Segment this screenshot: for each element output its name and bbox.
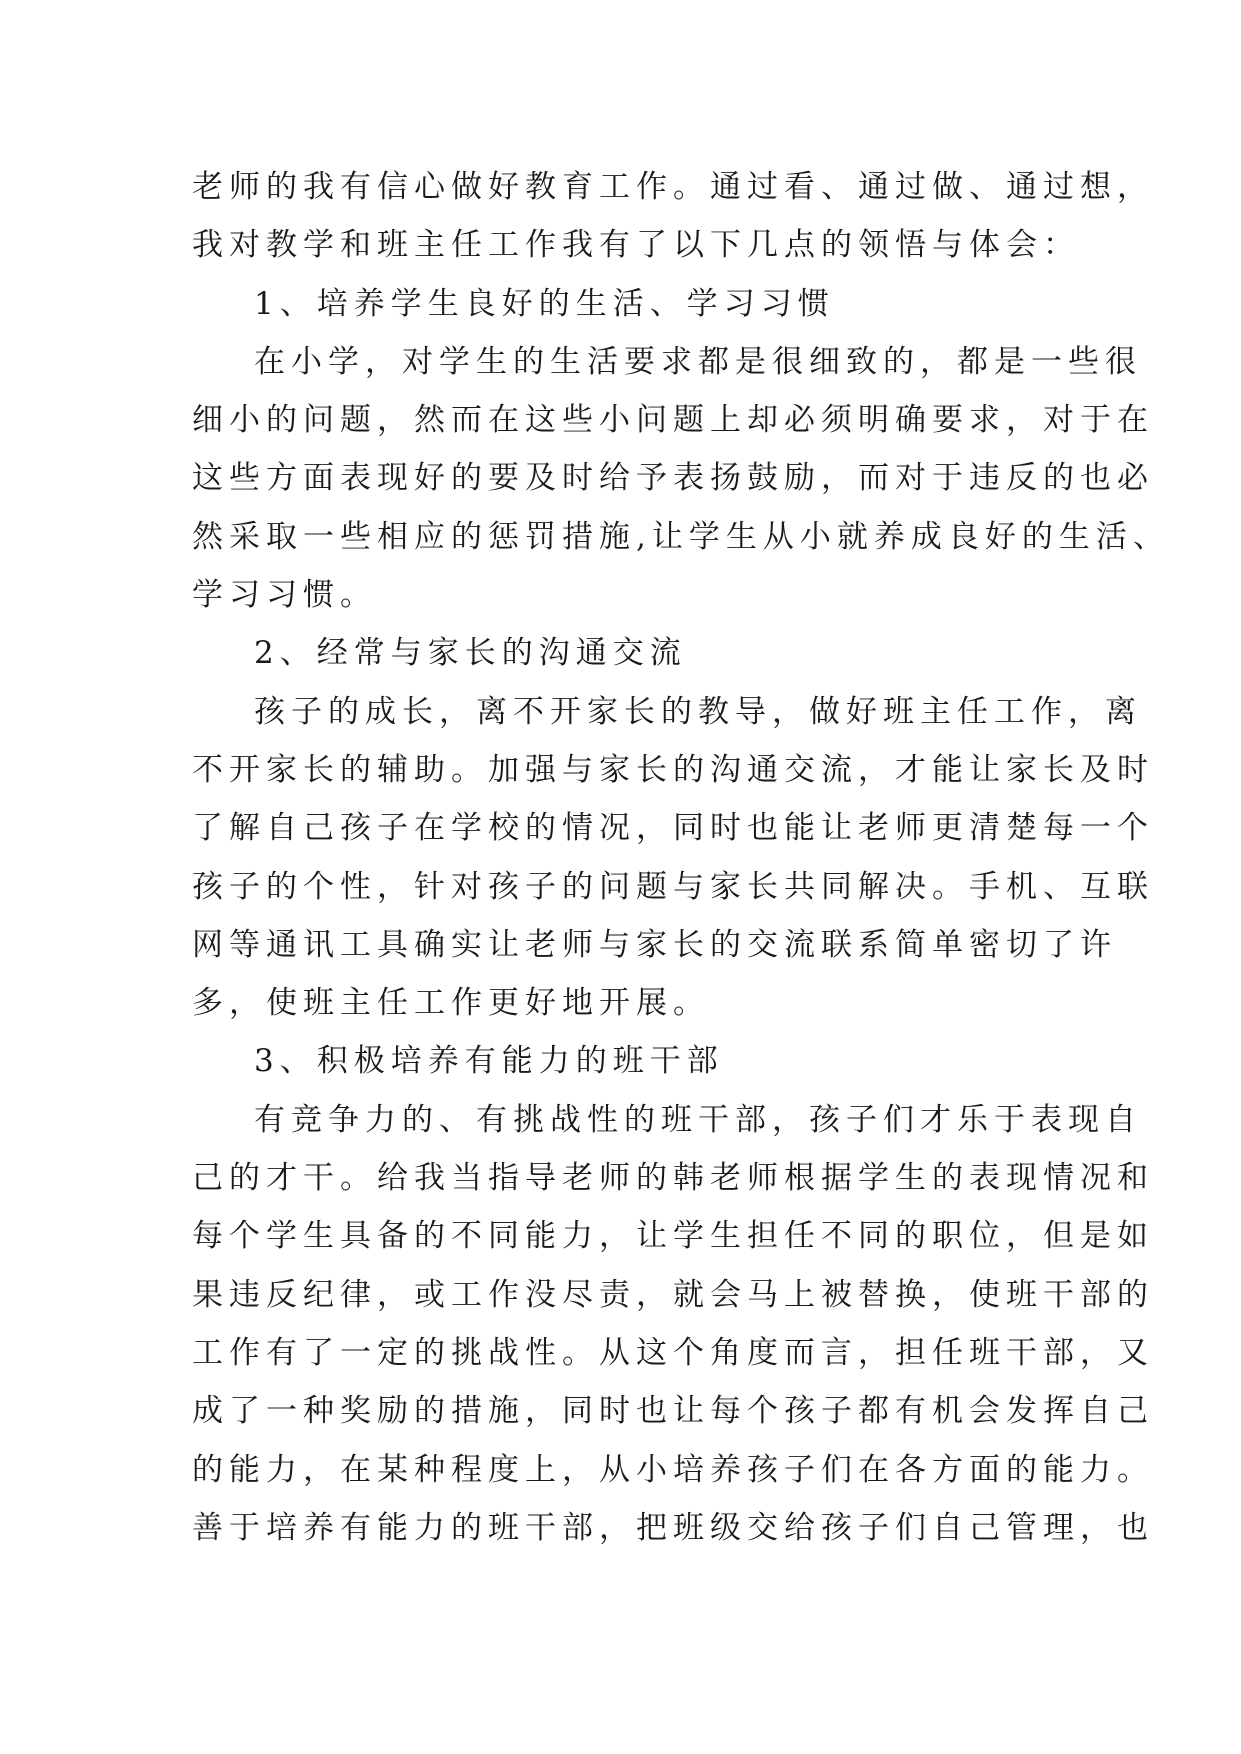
section-heading-3: 3、积极培养有能力的班干部 — [254, 1043, 724, 1080]
text-line: 成了一种奖励的措施，同时也让每个孩子都有机会发挥自己 — [192, 1393, 1154, 1430]
text-line: 学习习惯。 — [192, 577, 377, 614]
text-line: 这些方面表现好的要及时给予表扬鼓励，而对于违反的也必 — [192, 460, 1154, 497]
text-line: 工作有了一定的挑战性。从这个角度而言，担任班干部，又 — [192, 1334, 1154, 1371]
text-line: 细小的问题，然而在这些小问题上却必须明确要求，对于在 — [192, 402, 1154, 439]
text-line: 多，使班主任工作更好地开展。 — [192, 985, 710, 1022]
text-line: 孩子的成长，离不开家长的教导，做好班主任工作，离 — [254, 693, 1142, 730]
text-line: 孩子的个性，针对孩子的问题与家长共同解决。手机、互联 — [192, 868, 1154, 905]
text-line: 了解自己孩子在学校的情况，同时也能让老师更清楚每一个 — [192, 810, 1154, 847]
section-heading-1: 1、培养学生良好的生活、学习习惯 — [254, 285, 835, 322]
text-line: 不开家长的辅助。加强与家长的沟通交流，才能让家长及时 — [192, 751, 1154, 788]
text-line: 网等通讯工具确实让老师与家长的交流联系简单密切了许 — [192, 926, 1117, 963]
text-line: 老师的我有信心做好教育工作。通过看、通过做、通过想， — [192, 169, 1154, 205]
text-line: 每个学生具备的不同能力，让学生担任不同的职位，但是如 — [192, 1218, 1154, 1255]
section-heading-2: 2、经常与家长的沟通交流 — [254, 635, 687, 672]
text-line: 然采取一些相应的惩罚措施,让学生从小就养成良好的生活、 — [192, 518, 1170, 555]
text-line: 己的才干。给我当指导老师的韩老师根据学生的表现情况和 — [192, 1160, 1154, 1197]
text-line: 果违反纪律，或工作没尽责，就会马上被替换，使班干部的 — [192, 1276, 1154, 1313]
document-body — [192, 158, 1170, 1557]
text-line: 的能力，在某种程度上，从小培养孩子们在各方面的能力。 — [192, 1451, 1154, 1488]
text-line: 有竞争力的、有挑战性的班干部，孩子们才乐于表现自 — [254, 1101, 1142, 1138]
text-line: 善于培养有能力的班干部，把班级交给孩子们自己管理，也 — [192, 1509, 1154, 1546]
text-line: 在小学，对学生的生活要求都是很细致的，都是一些很 — [254, 343, 1142, 380]
text-line: 我对教学和班主任工作我有了以下几点的领悟与体会： — [192, 227, 1080, 264]
